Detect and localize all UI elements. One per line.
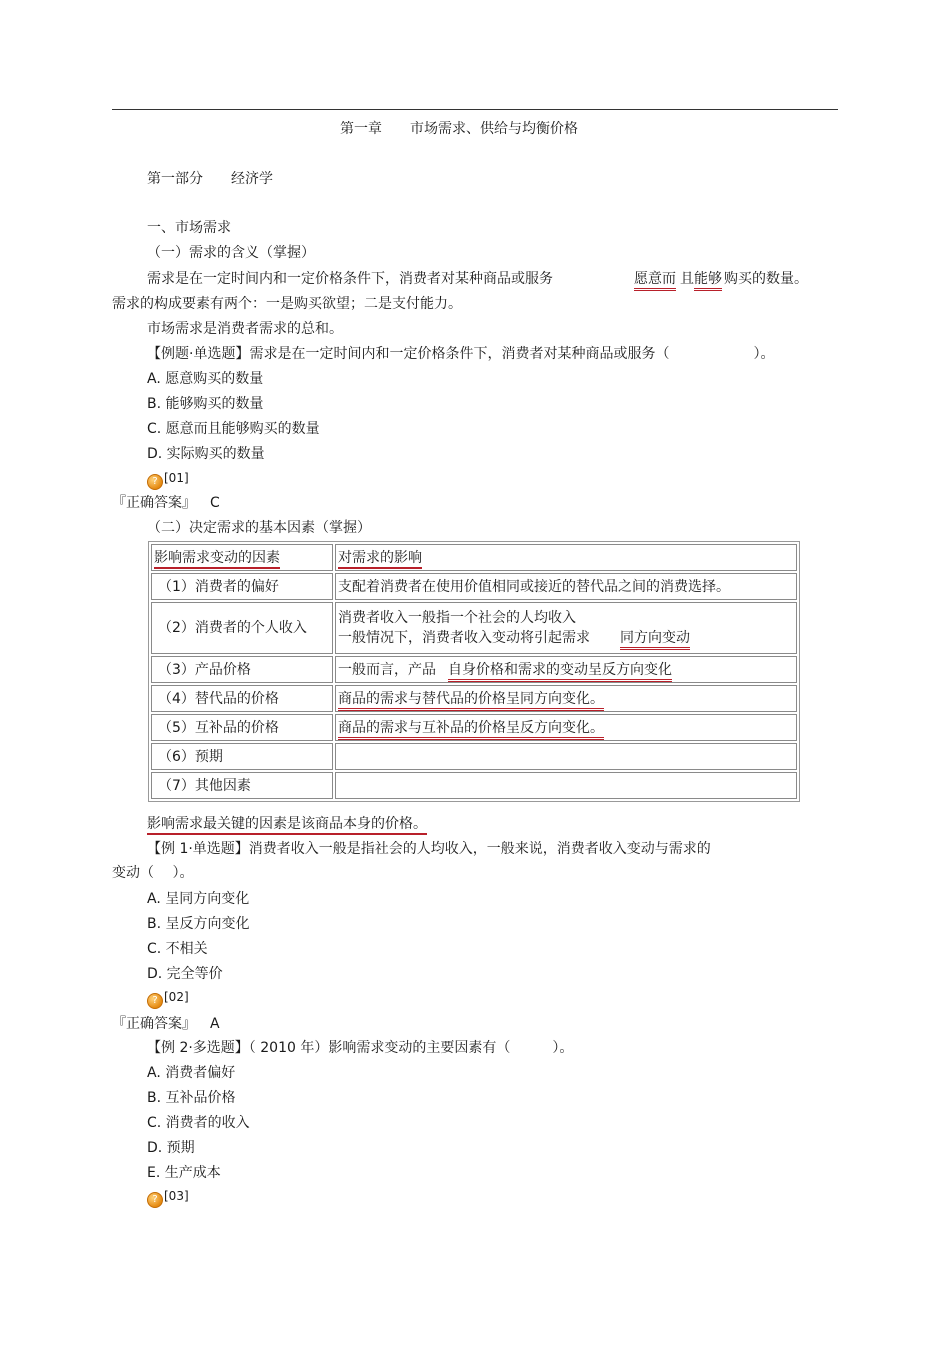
effect-text: 一般情况下，消费者收入变动将引起需求 xyxy=(338,630,590,646)
q3-answer-link[interactable] xyxy=(147,1187,189,1208)
table-row xyxy=(151,602,797,654)
header-effect-text: 对需求的影响 xyxy=(338,550,422,569)
q1-answer-link[interactable] xyxy=(147,469,189,490)
question-2-stem-line-2: 变动（ ）。 xyxy=(112,865,194,881)
definition-line-2: 需求的构成要素有两个：一是购买欲望；二是支付能力。 xyxy=(112,296,462,312)
definition-line-1-tail xyxy=(634,270,808,288)
q2-option-d: D. 完全等价 xyxy=(147,966,223,982)
definition-text-c: 购买的数量。 xyxy=(724,271,808,287)
factor-cell: （5）互补品的价格 xyxy=(151,714,333,741)
q1-option-d: D. 实际购买的数量 xyxy=(147,446,265,462)
answer-label: 『正确答案』 xyxy=(112,495,196,511)
effect-cell xyxy=(335,602,797,654)
q3-code: [03] xyxy=(164,1189,189,1203)
q3-option-a: A. 消费者偏好 xyxy=(147,1065,236,1081)
q2-option-a: A. 呈同方向变化 xyxy=(147,891,250,907)
table-row xyxy=(151,685,797,712)
question-1-stem: 【例题·单选题】需求是在一定时间内和一定价格条件下，消费者对某种商品或服务（ ）。 xyxy=(147,346,775,362)
header-cell-factor xyxy=(151,544,333,571)
q3-option-b: B. 互补品价格 xyxy=(147,1090,236,1106)
effect-cell xyxy=(335,743,797,770)
q1-option-a: A. 愿意购买的数量 xyxy=(147,371,264,387)
table-row xyxy=(151,656,797,683)
table-row xyxy=(151,714,797,741)
subsection-heading: （一）需求的含义（掌握） xyxy=(147,245,315,261)
effect-line: 消费者收入一般指一个社会的人均收入 xyxy=(338,610,576,626)
q1-option-b: B. 能够购买的数量 xyxy=(147,396,264,412)
q1-answer xyxy=(112,494,220,512)
answer-reveal-icon[interactable]: ? xyxy=(147,474,163,490)
header-rule xyxy=(112,109,838,110)
definition-line-1 xyxy=(147,270,553,288)
effect-cell xyxy=(335,772,797,799)
key-note-text: 影响需求最关键的因素是该商品本身的价格。 xyxy=(147,816,427,835)
factor-cell: （7）其他因素 xyxy=(151,772,333,799)
answer-value: C xyxy=(210,495,220,511)
q2-answer-link[interactable] xyxy=(147,988,189,1009)
definition-text-a: 需求是在一定时间内和一定价格条件下，消费者对某种商品或服务 xyxy=(147,271,553,287)
chapter-title: 第一章 市场需求、供给与均衡价格 xyxy=(340,121,578,137)
answer-label: 『正确答案』 xyxy=(112,1016,196,1032)
q3-option-c: C. 消费者的收入 xyxy=(147,1115,250,1131)
underlined-same-direction: 同方向变动 xyxy=(620,630,690,650)
definition-text-b: 且 xyxy=(680,271,694,287)
factor-cell: （6）预期 xyxy=(151,743,333,770)
section-heading: 一、市场需求 xyxy=(147,220,231,236)
effect-text: 一般而言，产品 xyxy=(338,661,436,678)
q1-option-c: C. 愿意而且能够购买的数量 xyxy=(147,421,320,437)
effect-cell xyxy=(335,714,797,741)
effect-line xyxy=(338,628,794,648)
answer-reveal-icon[interactable]: ? xyxy=(147,993,163,1009)
underlined-able: 能够 xyxy=(694,271,722,291)
q3-option-e: E. 生产成本 xyxy=(147,1165,221,1181)
demand-factors-table xyxy=(148,541,800,802)
q2-answer xyxy=(112,1015,220,1033)
definition-line-3: 市场需求是消费者需求的总和。 xyxy=(147,321,343,337)
answer-value: A xyxy=(210,1016,220,1032)
q2-code: [02] xyxy=(164,990,189,1004)
table-row xyxy=(151,743,797,770)
header-factor-text: 影响需求变动的因素 xyxy=(154,550,280,569)
effect-cell xyxy=(335,685,797,712)
underlined-complement: 商品的需求与互补品的价格呈反方向变化。 xyxy=(338,720,604,740)
part-heading: 第一部分 经济学 xyxy=(147,171,273,187)
q2-option-b: B. 呈反方向变化 xyxy=(147,916,250,932)
underlined-willing: 愿意而 xyxy=(634,271,676,291)
q1-code: [01] xyxy=(164,471,189,485)
underlined-substitute: 商品的需求与替代品的价格呈同方向变化。 xyxy=(338,691,604,711)
q3-option-d: D. 预期 xyxy=(147,1140,195,1156)
factor-cell: （1）消费者的偏好 xyxy=(151,573,333,600)
question-3-stem: 【例 2·多选题】（ 2010 年）影响需求变动的主要因素有（ ）。 xyxy=(147,1040,574,1056)
factor-cell: （4）替代品的价格 xyxy=(151,685,333,712)
question-2-stem-line-1: 【例 1·单选题】消费者收入一般是指社会的人均收入，一般来说，消费者收入变动与需求的 xyxy=(147,841,711,857)
factor-cell: （2）消费者的个人收入 xyxy=(151,602,333,654)
underlined-own-price: 自身价格和需求的变动呈反方向变化 xyxy=(448,662,672,682)
key-note xyxy=(147,815,427,833)
header-cell-effect xyxy=(335,544,797,571)
q2-option-c: C. 不相关 xyxy=(147,941,208,957)
effect-cell: 支配着消费者在使用价值相同或接近的替代品之间的消费选择。 xyxy=(335,573,797,600)
table-header-row xyxy=(151,544,797,571)
factor-cell: （3）产品价格 xyxy=(151,656,333,683)
subsection-heading-2: （二）决定需求的基本因素（掌握） xyxy=(147,520,371,536)
table-row xyxy=(151,772,797,799)
effect-cell xyxy=(335,656,797,683)
table-row xyxy=(151,573,797,600)
answer-reveal-icon[interactable]: ? xyxy=(147,1192,163,1208)
